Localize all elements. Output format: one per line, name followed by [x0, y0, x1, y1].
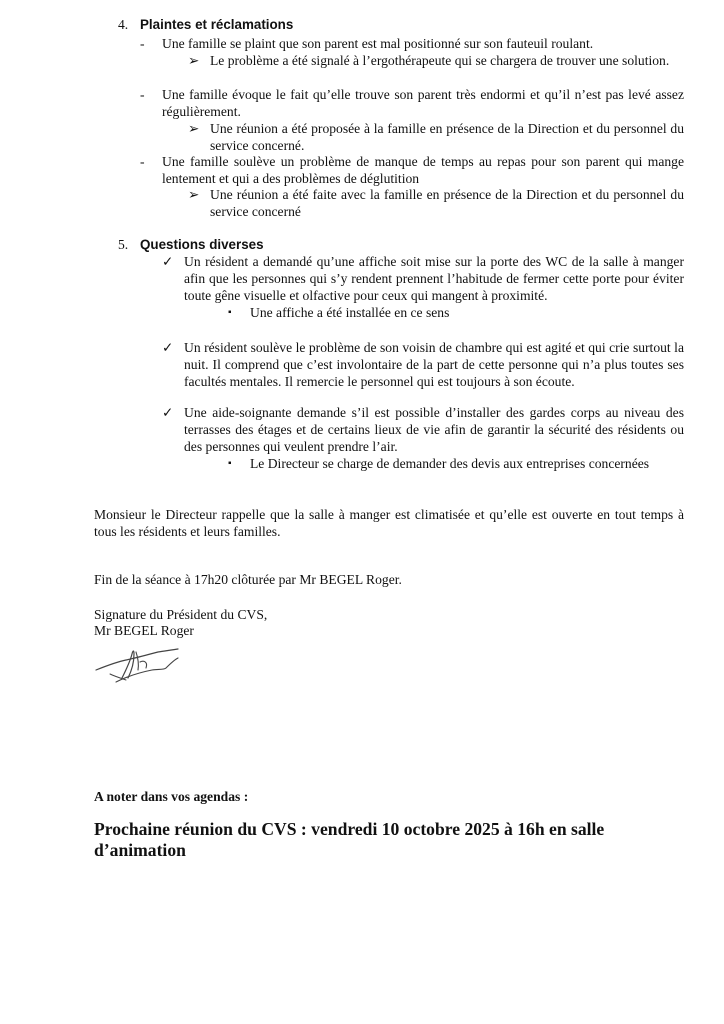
signature-name: Mr BEGEL Roger	[94, 623, 194, 638]
list-subitem	[188, 186, 684, 220]
list-subitem	[228, 455, 698, 472]
item-text: Une famille évoque le fait qu’elle trouve son parent très endormi et qu’il n’est pas levé assez régulièrement.	[162, 87, 684, 119]
subitem-text: Le Directeur se charge de demander des devis aux entreprises concernées	[250, 456, 650, 471]
dash-bullet: -	[140, 154, 145, 169]
dash-bullet: -	[140, 87, 145, 102]
closing-line: Fin de la séance à 17h20 clôturée par Mr BEGEL Roger.	[94, 572, 402, 587]
section-number: 5.	[118, 237, 129, 252]
section-5-heading	[118, 236, 518, 253]
check-bullet-icon: ✓	[162, 254, 174, 269]
item-text: Une famille soulève un problème de manque de temps au repas pour son parent qui mange lentement et qui a des problèmes de déglutition	[162, 154, 684, 186]
list-item	[140, 35, 684, 52]
dash-bullet: -	[140, 36, 145, 51]
section-title: Questions diverses	[140, 237, 264, 252]
signature-title: Signature du Président du CVS,	[94, 607, 268, 622]
list-subitem	[228, 304, 684, 321]
check-bullet-icon: ✓	[162, 340, 174, 355]
list-subitem	[188, 120, 684, 154]
arrow-bullet-icon: ➢	[188, 53, 200, 68]
subitem-text: Le problème a été signalé à l’ergothérapeute qui se chargera de trouver une solution.	[210, 53, 670, 68]
list-item	[140, 153, 684, 187]
check-bullet-icon: ✓	[162, 405, 174, 420]
list-subitem	[188, 52, 684, 69]
next-meeting: Prochaine réunion du CVS : vendredi 10 octobre 2025 à 16h en salle d’animation	[94, 819, 605, 860]
list-item	[140, 86, 684, 120]
arrow-bullet-icon: ➢	[188, 187, 200, 202]
subitem-text: Une réunion a été faite avec la famille en présence de la Direction et du personnel du service concerné	[210, 187, 684, 219]
section-4-heading	[118, 16, 518, 33]
subitem-text: Une affiche a été installée en ce sens	[250, 305, 450, 320]
agenda-label: A noter dans vos agendas :	[94, 789, 249, 804]
list-item	[162, 404, 684, 455]
subitem-text: Une réunion a été proposée à la famille en présence de la Direction et du personnel du service concerné.	[210, 121, 684, 153]
list-item	[162, 253, 684, 304]
list-item	[162, 339, 684, 390]
arrow-bullet-icon: ➢	[188, 121, 200, 136]
section-title: Plaintes et réclamations	[140, 17, 294, 32]
square-bullet-icon: ▪	[228, 458, 232, 469]
item-text: Un résident soulève le problème de son voisin de chambre qui est agité et qui crie surtout la nuit. Il comprend que c’est involontaire de la part de cette personne qui n’a plus toutes ses facultés mentales. Il remercie le personnel qui est toujours à son écoute.	[184, 340, 684, 389]
item-text: Une famille se plaint que son parent est mal positionné sur son fauteuil roulant.	[162, 36, 594, 51]
handwritten-signature	[92, 640, 184, 688]
item-text: Une aide-soignante demande s’il est possible d’installer des gardes corps au niveau des terrasses des étages et de certains lieux de vie afin de garantir la sécurité des résidents ou des personnes qui veulent prendre l’air.	[184, 405, 684, 454]
square-bullet-icon: ▪	[228, 307, 232, 318]
director-note: Monsieur le Directeur rappelle que la salle à manger est climatisée et qu’elle est ouverte en tout temps à tous les résidents et leurs familles.	[94, 507, 684, 539]
section-number: 4.	[118, 17, 129, 32]
item-text: Un résident a demandé qu’une affiche soit mise sur la porte des WC de la salle à manger afin que les personnes qui s’y rendent prennent l’habitude de fermer cette porte pour éviter toute gêne visuelle et olfactive pour ceux qui mangent à proximité.	[184, 254, 684, 303]
